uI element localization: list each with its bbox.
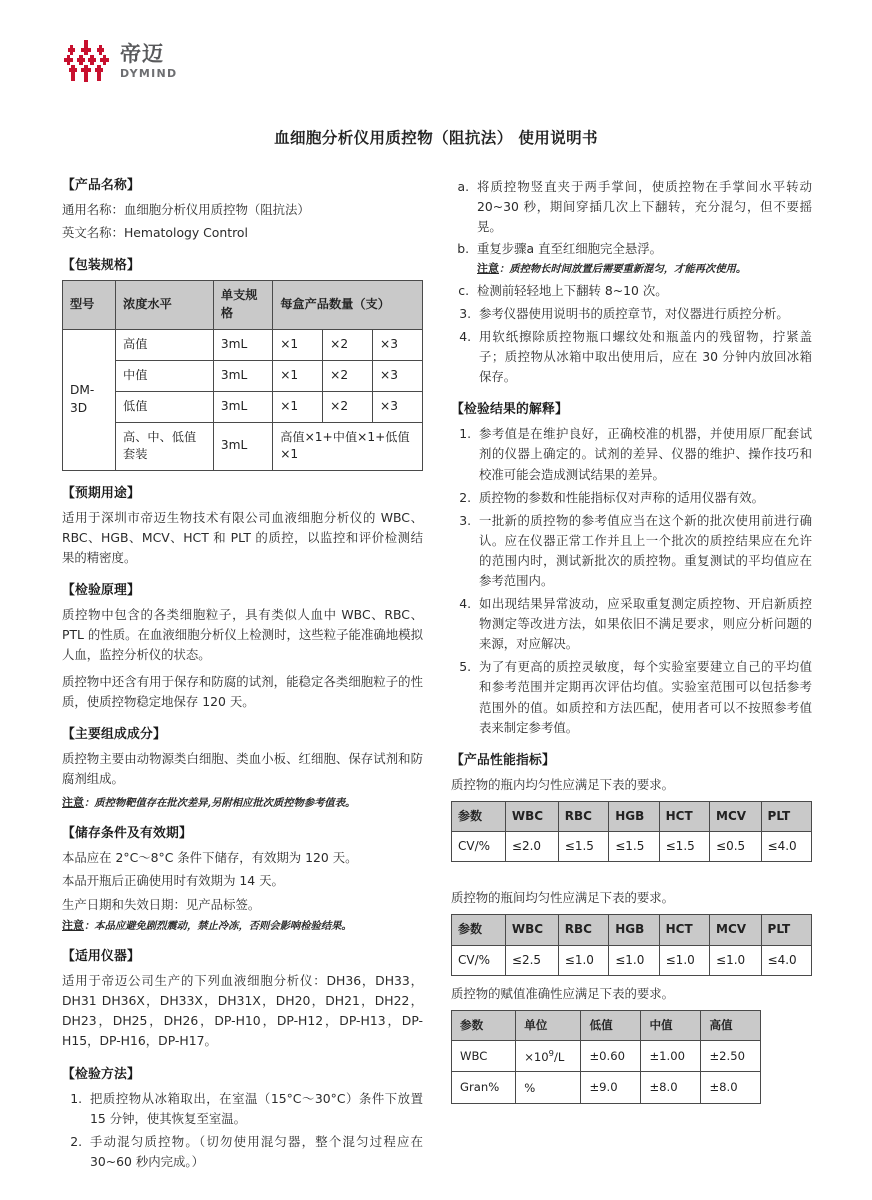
col-header-hgb: HGB <box>609 915 659 945</box>
section-heading-method: 【检验方法】 <box>62 1066 140 1082</box>
substep-note <box>477 261 812 278</box>
table-row <box>63 329 423 360</box>
unit-suffix: /L <box>553 1049 565 1064</box>
note-label: 注意 <box>62 918 84 932</box>
cell-cv-hgb: ≤1.0 <box>609 945 659 975</box>
col-header-param: 参数 <box>452 801 506 831</box>
cell-qty-1: ×1 <box>273 329 323 360</box>
brand-name-cn: 帝迈 <box>120 41 164 66</box>
intended-use-text: 适用于深圳市帝迈生物技术有限公司血液细胞分析仪的 WBC、RBC、HGB、MCV、HCT 和 PLT 的质控，以监控和评价检测结果的精密度。 <box>62 509 423 566</box>
cell-cv-plt: ≤4.0 <box>761 945 811 975</box>
dymind-logo-icon <box>62 39 110 83</box>
col-header-spec: 单支规格 <box>213 281 272 329</box>
cell-param: Gran% <box>452 1072 516 1104</box>
generic-name-text: 通用名称：血细胞分析仪用质控物（阻抗法） <box>62 202 310 217</box>
cell-level: 中值 <box>116 360 214 391</box>
col-header-wbc: WBC <box>505 801 558 831</box>
cell-spec: 3mL <box>213 360 272 391</box>
cell-qty-2: ×2 <box>323 329 373 360</box>
cell-spec: 3mL <box>213 329 272 360</box>
col-header-plt: PLT <box>761 801 811 831</box>
col-header-hgb: HGB <box>609 801 659 831</box>
list-item: a. 将质控物竖直夹于两手掌间，使质控物在手掌间水平转动 20~30 秒，期间穿插几次上下翻转，充分混匀，但不要摇晃。 <box>473 177 812 237</box>
storage-note <box>62 918 423 935</box>
cell-mid: ±1.00 <box>641 1040 701 1072</box>
storage-line-3: 生产日期和失效日期：见产品标签。 <box>62 896 261 912</box>
unit-exponent: 9 <box>548 1047 554 1058</box>
col-header-low: 低值 <box>581 1010 641 1040</box>
list-item: 3. 参考仪器使用说明书的质控章节，对仪器进行质控分析。 <box>475 304 812 324</box>
document-header <box>62 30 810 92</box>
left-column <box>62 174 423 1178</box>
cell-cv-wbc: ≤2.0 <box>505 831 558 861</box>
list-item: 4. 用软纸擦除质控物瓶口螺纹处和瓶盖内的残留物，拧紧盖子；质控物从冰箱中取出使用后，应在 30 分钟内放回冰箱保存。 <box>475 327 812 387</box>
unit-prefix: ×10 <box>524 1049 549 1064</box>
caption-between-bottle: 质控物的瓶间均匀性应满足下表的要求。 <box>451 890 675 906</box>
principle-paragraph-2: 质控物中还含有用于保存和防腐的试剂，能稳定各类细胞粒子的性质，使质控物稳定地保存 120 天。 <box>62 673 423 709</box>
cell-low: ±0.60 <box>581 1040 641 1072</box>
col-header-model: 型号 <box>63 281 116 329</box>
cell-mid: ±8.0 <box>641 1072 701 1104</box>
cell-qty-3: ×3 <box>373 360 423 391</box>
cell-param: WBC <box>452 1040 516 1072</box>
col-header-mcv: MCV <box>710 915 762 945</box>
col-header-unit: 单位 <box>516 1010 581 1040</box>
cell-qty-3: ×3 <box>373 329 423 360</box>
section-heading-instruments: 【适用仪器】 <box>62 949 140 965</box>
note-text: ：质控物靶值存在批次差异,另附相应批次质控物参考值表。 <box>84 796 356 809</box>
table-row <box>63 360 423 391</box>
section-heading-interpretation: 【检验结果的解释】 <box>451 402 568 418</box>
storage-line-1: 本品应在 2°C～8°C 条件下储存，有效期为 120 天。 <box>62 850 358 866</box>
cell-model: DM-3D <box>63 329 116 470</box>
col-header-param: 参数 <box>452 915 506 945</box>
cell-high: ±8.0 <box>701 1072 761 1104</box>
cell-qty-2: ×2 <box>323 360 373 391</box>
cell-cv-rbc: ≤1.0 <box>558 945 608 975</box>
english-name-text: 英文名称：Hematology Control <box>62 225 248 241</box>
composition-text: 质控物主要由动物源类白细胞、类血小板、红细胞、保存试剂和防腐剂组成。 <box>62 750 423 786</box>
instruments-text: 适用于帝迈公司生产的下列血液细胞分析仪：DH36，DH33，DH31 DH36X，DH33X，DH31X，DH20，DH21，DH22，DH23，DH25，DH26，DP-H10，DP-H12，DP-H13，DP-H15，DP-H16，DP-H17。 <box>62 973 423 1049</box>
principle-paragraph-1: 质控物中包含的各类细胞粒子，具有类似人血中 WBC、RBC、PTL 的性质。在血液细胞分析仪上检测时，这些粒子能准确地模拟人血，监控分析仪的状态。 <box>62 607 423 663</box>
section-heading-intended-use: 【预期用途】 <box>62 485 140 501</box>
spacer <box>451 870 812 882</box>
list-item: 2. 手动混匀质控物。（切勿使用混匀器，整个混匀过程应在 30~60 秒内完成。） <box>86 1132 423 1172</box>
table-header-row <box>452 915 812 945</box>
cell-cv-label: CV/% <box>452 831 506 861</box>
section-heading-product-name: 【产品名称】 <box>62 178 140 193</box>
col-header-mcv: MCV <box>710 801 762 831</box>
col-header-plt: PLT <box>761 915 811 945</box>
table-header-row <box>63 281 423 329</box>
cell-cv-plt: ≤4.0 <box>761 831 811 861</box>
method-step-list-continued <box>451 304 812 387</box>
caption-within-bottle: 质控物的瓶内均匀性应满足下表的要求。 <box>451 776 675 792</box>
list-item: 1. 参考值是在维护良好，正确校准的机器，并使用原厂配套试剂的仪器上确定的。试剂的差异、仪器的维护、操作技巧和校准可能会造成测试结果的差异。 <box>475 424 812 484</box>
col-header-rbc: RBC <box>558 801 608 831</box>
cell-cv-hct: ≤1.5 <box>659 831 709 861</box>
cell-qty-1: ×1 <box>273 391 323 422</box>
cell-low: ±9.0 <box>581 1072 641 1104</box>
col-header-param: 参数 <box>452 1010 516 1040</box>
table-row <box>452 945 812 975</box>
list-item: 4. 如出现结果异常波动，应采取重复测定质控物、开启新质控物测定等改进方法，如果依旧不满足要求，则应分析问题的来源，对应解决。 <box>475 594 812 654</box>
cell-cv-hgb: ≤1.5 <box>609 831 659 861</box>
section-heading-storage: 【储存条件及有效期】 <box>62 826 192 842</box>
cv-within-bottle-table <box>451 801 812 863</box>
cell-unit <box>516 1072 581 1104</box>
col-header-hct: HCT <box>659 915 709 945</box>
list-item: 5. 为了有更高的质控灵敏度，每个实验室要建立自己的平均值和参考范围并定期再次评估均值。实验室范围可以包括参考范围外的值。如质控和方法匹配，使用者可以不按照参考值表来制定参考值。 <box>475 657 812 737</box>
table-row <box>63 391 423 422</box>
cell-spec: 3mL <box>213 422 272 470</box>
list-item: 3. 一批新的质控物的参考值应当在这个新的批次使用前进行确认。应在仪器正常工作并且上一个批次的质控结果应在允许的范围内时，测试新批次的质控物。重复测试的平均值应在参考范围内。 <box>475 511 812 591</box>
caption-accuracy: 质控物的赋值准确性应满足下表的要求。 <box>451 986 675 1001</box>
two-column-body <box>62 174 810 1178</box>
section-heading-packaging: 【包装规格】 <box>62 258 140 274</box>
cell-high: ±2.50 <box>701 1040 761 1072</box>
col-header-rbc: RBC <box>558 915 608 945</box>
accuracy-table <box>451 1010 761 1104</box>
cell-cv-rbc: ≤1.5 <box>558 831 608 861</box>
table-row <box>452 1040 761 1072</box>
cell-qty-2: ×2 <box>323 391 373 422</box>
table-header-row <box>452 801 812 831</box>
note-label: 注意 <box>477 262 499 276</box>
table-row <box>452 831 812 861</box>
page-title: 血细胞分析仪用质控物（阻抗法） 使用说明书 <box>274 129 598 147</box>
cell-level: 高、中、低值套装 <box>116 422 214 470</box>
substep-text: 重复步骤a 直至红细胞完全悬浮。 <box>477 241 663 257</box>
cell-unit <box>516 1040 581 1072</box>
section-heading-principle: 【检验原理】 <box>62 583 140 599</box>
cell-spec: 3mL <box>213 391 272 422</box>
cell-cv-mcv: ≤1.0 <box>710 945 762 975</box>
cell-cv-label: CV/% <box>452 945 506 975</box>
table-row <box>452 1072 761 1104</box>
col-header-mid: 中值 <box>641 1010 701 1040</box>
col-header-wbc: WBC <box>505 915 558 945</box>
table-header-row <box>452 1010 761 1040</box>
note-label: 注意 <box>62 795 84 809</box>
method-step-list <box>62 1089 423 1172</box>
brand-name-en: DYMIND <box>120 66 178 80</box>
cell-cv-wbc: ≤2.5 <box>505 945 558 975</box>
cell-qty-1: ×1 <box>273 360 323 391</box>
table-row <box>63 422 423 470</box>
interpretation-list <box>451 424 812 737</box>
col-header-high: 高值 <box>701 1010 761 1040</box>
note-text: ：质控物长时间放置后需要重新混匀，才能再次使用。 <box>499 263 747 276</box>
cell-qty-3: ×3 <box>373 391 423 422</box>
cv-between-bottle-table <box>451 914 812 976</box>
col-header-level: 浓度水平 <box>116 281 214 329</box>
note-text: ：本品应避免剧烈震动，禁止冷冻，否则会影响检验结果。 <box>84 919 352 932</box>
list-item: 2. 质控物的参数和性能指标仅对声称的适用仪器有效。 <box>475 488 812 508</box>
section-heading-composition: 【主要组成成分】 <box>62 726 166 742</box>
cell-level: 低值 <box>116 391 214 422</box>
section-heading-performance: 【产品性能指标】 <box>451 752 555 768</box>
cell-level: 高值 <box>116 329 214 360</box>
cell-cv-hct: ≤1.0 <box>659 945 709 975</box>
storage-line-2: 本品开瓶后正确使用时有效期为 14 天。 <box>62 873 284 889</box>
right-column <box>451 174 812 1112</box>
list-item: c. 检测前轻轻地上下翻转 8~10 次。 <box>473 281 812 301</box>
list-item <box>473 239 812 278</box>
cell-qty-set: 高值×1+中值×1+低值×1 <box>273 422 423 470</box>
list-item: 1. 把质控物从冰箱取出，在室温（15°C～30°C）条件下放置 15 分钟，使其恢复至室温。 <box>86 1089 423 1129</box>
packaging-table <box>62 280 423 471</box>
brand-wordmark <box>120 41 178 80</box>
unit-prefix: % <box>524 1081 536 1096</box>
method-substep-list <box>451 177 812 301</box>
col-header-hct: HCT <box>659 801 709 831</box>
col-header-quantity: 每盒产品数量（支） <box>273 281 423 329</box>
cell-cv-mcv: ≤0.5 <box>710 831 762 861</box>
composition-note <box>62 795 423 812</box>
